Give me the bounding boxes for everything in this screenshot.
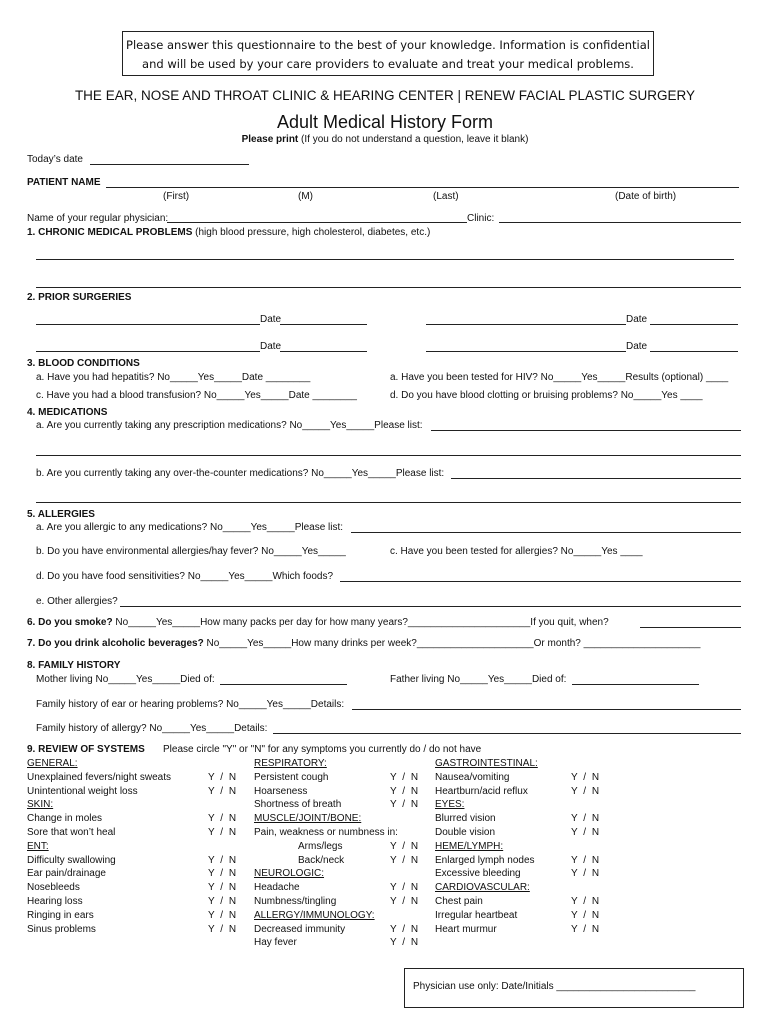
notice-line-2: and will be used by your care providers to evaluate and treat your medical problems.: [142, 57, 634, 71]
yes-no-choice[interactable]: Y / N: [208, 909, 237, 921]
otc-list-line-2[interactable]: [36, 502, 741, 503]
food-sensitivity-question: d. Do you have food sensitivities? No_____Yes_____Which foods?: [36, 571, 334, 582]
surgery-1-date-label: Date: [260, 314, 282, 325]
food-sensitivity-field[interactable]: [340, 581, 741, 582]
ros-symptom: Sore that won’t heal: [27, 827, 116, 838]
surgery-1-field[interactable]: [36, 324, 260, 325]
smoke-label: 6. Do you smoke?: [27, 617, 113, 628]
environmental-allergy-question[interactable]: b. Do you have environmental allergies/hay fever? No_____Yes_____: [36, 546, 346, 557]
ros-symptom: Chest pain: [435, 896, 483, 907]
father-died-of-field[interactable]: [572, 684, 699, 685]
ros-category: SKIN:: [27, 799, 54, 811]
yes-no-choice[interactable]: Y / N: [208, 785, 237, 797]
yes-no-choice[interactable]: Y / N: [390, 799, 419, 811]
ros-symptom: Ringing in ears: [27, 909, 94, 921]
medication-allergy-field[interactable]: [351, 532, 741, 533]
yes-no-choice[interactable]: Y / N: [571, 854, 600, 866]
ros-symptom: Numbness/tingling: [254, 896, 337, 907]
yes-no-choice[interactable]: Y / N: [571, 868, 600, 880]
yes-no-choice[interactable]: Y / N: [390, 785, 419, 797]
yes-no-choice[interactable]: Y / N: [571, 827, 600, 838]
yes-no-choice[interactable]: Y / N: [571, 813, 600, 825]
ros-symptom: Blurred vision: [435, 813, 496, 825]
other-allergies-field[interactable]: [120, 606, 741, 607]
prescription-list-field[interactable]: [431, 430, 741, 431]
yes-no-choice[interactable]: Y / N: [208, 771, 237, 783]
patient-name-label: PATIENT NAME: [27, 177, 101, 188]
ros-category: RESPIRATORY:: [254, 758, 327, 769]
yes-no-choice[interactable]: Y / N: [208, 882, 237, 894]
yes-no-choice[interactable]: Y / N: [571, 909, 600, 921]
ros-symptom: Heart murmur: [435, 923, 497, 935]
review-instruction: Please circle "Y" or "N" for any symptoms you currently do / do not have: [163, 744, 482, 755]
ros-symptom: Excessive bleeding: [435, 868, 521, 880]
yes-no-choice[interactable]: Y / N: [208, 813, 237, 825]
todays-date-label: Today’s date: [27, 154, 83, 165]
surgery-4-field[interactable]: [426, 351, 626, 352]
smoke-question[interactable]: [27, 617, 609, 628]
family-ear-details-field[interactable]: [352, 709, 741, 710]
family-allergy-question: Family history of allergy? No_____Yes_____Details:: [36, 723, 268, 734]
ros-symptom: Shortness of breath: [254, 799, 342, 811]
prescription-list-line-2[interactable]: [36, 455, 741, 456]
surgery-3-date-field[interactable]: [280, 351, 367, 352]
yes-no-choice[interactable]: Y / N: [390, 923, 419, 935]
yes-no-choice[interactable]: Y / N: [208, 868, 237, 880]
surgery-2-date-label: Date: [626, 314, 648, 325]
section-1-heading: [27, 227, 430, 238]
surgery-2-field[interactable]: [426, 324, 626, 325]
hiv-question[interactable]: a. Have you been tested for HIV? No_____Yes_____Results (optional) ____: [390, 372, 729, 383]
family-ear-question: Family history of ear or hearing problems? No_____Yes_____Details:: [36, 699, 345, 710]
otc-question: b. Are you currently taking any over-the-counter medications? No_____Yes_____Please list:: [36, 468, 445, 479]
regular-physician-field[interactable]: [167, 222, 467, 223]
ros-symptom: Hay fever: [254, 937, 297, 949]
yes-no-choice[interactable]: Y / N: [390, 937, 419, 949]
chronic-problems-heading: 1. CHRONIC MEDICAL PROBLEMS: [27, 227, 193, 238]
surgery-4-date-label: Date: [626, 341, 648, 352]
ros-category: HEME/LYMPH:: [435, 840, 504, 852]
ros-symptom: Unexplained fevers/night sweats: [27, 771, 171, 783]
ros-symptom: Hoarseness: [254, 785, 308, 797]
yes-no-choice[interactable]: Y / N: [390, 882, 419, 894]
name-first: (First): [163, 191, 190, 202]
form-title: Adult Medical History Form: [276, 112, 494, 132]
ros-category: NEUROLOGIC:: [254, 868, 325, 880]
ros-category: GENERAL:: [27, 758, 78, 769]
ros-symptom: Change in moles: [27, 813, 103, 825]
name-middle: (M): [298, 191, 313, 202]
yes-no-choice[interactable]: Y / N: [208, 854, 237, 866]
yes-no-choice[interactable]: Y / N: [390, 840, 419, 852]
name-dob: (Date of birth): [615, 191, 677, 202]
patient-name-field[interactable]: [106, 187, 739, 188]
ros-symptom: Double vision: [435, 827, 496, 838]
clotting-question[interactable]: d. Do you have blood clotting or bruising problems? No_____Yes ____: [390, 390, 703, 401]
mother-living-question: Mother living No_____Yes_____Died of:: [36, 674, 215, 685]
surgery-3-date-label: Date: [260, 341, 282, 352]
confidentiality-notice: [122, 31, 654, 76]
surgery-2-date-field[interactable]: [650, 324, 738, 325]
subtitle-note: (If you do not understand a question, leave it blank): [298, 134, 529, 145]
yes-no-choice[interactable]: Y / N: [390, 854, 419, 866]
please-print: Please print: [241, 134, 299, 145]
family-allergy-details-field[interactable]: [273, 733, 741, 734]
medication-allergy-question: a. Are you allergic to any medications? No_____Yes_____Please list:: [36, 522, 344, 533]
yes-no-choice[interactable]: Y / N: [571, 771, 600, 783]
clinic-name: THE EAR, NOSE AND THROAT CLINIC & HEARING CENTER | RENEW FACIAL PLASTIC SURGERY: [74, 88, 696, 103]
chronic-problems-line-2[interactable]: [36, 287, 741, 288]
yes-no-choice[interactable]: Y / N: [390, 896, 419, 907]
otc-list-field[interactable]: [451, 478, 741, 479]
prior-surgeries-heading: 2. PRIOR SURGERIES: [27, 292, 132, 303]
ros-symptom: Decreased immunity: [254, 923, 346, 935]
ros-symptom: Heartburn/acid reflux: [435, 785, 528, 797]
ros-symptom: Arms/legs: [298, 840, 343, 852]
ros-symptom: Back/neck: [298, 854, 345, 866]
ros-category: ENT:: [27, 840, 49, 852]
ros-symptom: Hearing loss: [27, 896, 83, 907]
chronic-problems-line-1[interactable]: [36, 259, 734, 260]
smoke-details: No_____Yes_____How many packs per day for how many years?______________________If you quit, when?: [112, 617, 609, 628]
allergies-heading: 5. ALLERGIES: [27, 509, 95, 520]
ros-category: ALLERGY/IMMUNOLOGY:: [254, 909, 375, 921]
notice-line-1: Please answer this questionnaire to the best of your knowledge. Information is confidential: [126, 38, 650, 52]
alcohol-question[interactable]: [27, 638, 700, 649]
medications-heading: 4. MEDICATIONS: [27, 407, 108, 418]
ros-category: MUSCLE/JOINT/BONE:: [254, 813, 362, 825]
transfusion-question[interactable]: c. Have you had a blood transfusion? No_____Yes_____Date ________: [36, 390, 357, 401]
yes-no-choice[interactable]: Y / N: [208, 827, 237, 838]
ros-symptom: Enlarged lymph nodes: [435, 854, 535, 866]
yes-no-choice[interactable]: Y / N: [208, 923, 237, 935]
ros-symptom: Sinus problems: [27, 923, 96, 935]
physician-use-box: [404, 968, 744, 1008]
clinic-label: Clinic:: [467, 213, 495, 224]
ros-symptom: Nosebleeds: [27, 882, 80, 894]
ros-symptom: Pain, weakness or numbness in:: [254, 827, 398, 838]
alcohol-label: 7. Do you drink alcoholic beverages?: [27, 638, 204, 649]
form-subtitle: [0, 134, 770, 145]
yes-no-choice[interactable]: Y / N: [571, 923, 600, 935]
ros-symptom: Ear pain/drainage: [27, 868, 106, 880]
ros-symptom: Nausea/vomiting: [435, 771, 510, 783]
allergy-tested-question[interactable]: c. Have you been tested for allergies? No_____Yes ____: [390, 546, 643, 557]
blood-conditions-heading: 3. BLOOD CONDITIONS: [27, 358, 140, 369]
yes-no-choice[interactable]: Y / N: [390, 771, 419, 783]
surgery-3-field[interactable]: [36, 351, 260, 352]
regular-physician-label: Name of your regular physician:: [27, 213, 169, 224]
physician-use-label: Physician use only: Date/Initials _________________________: [413, 981, 696, 992]
ros-symptom: Persistent cough: [254, 771, 329, 783]
name-last: (Last): [433, 191, 459, 202]
ros-category: EYES:: [435, 799, 465, 811]
ros-symptom: Unintentional weight loss: [27, 785, 138, 797]
hepatitis-question[interactable]: a. Have you had hepatitis? No_____Yes_____Date ________: [36, 372, 311, 383]
alcohol-details: No_____Yes_____How many drinks per week?_____________________Or month? _____________________: [203, 638, 701, 649]
ros-symptom: Headache: [254, 882, 300, 894]
chronic-problems-note: (high blood pressure, high cholesterol, diabetes, etc.): [192, 227, 431, 238]
clinic-field[interactable]: [499, 222, 741, 223]
ros-category: CARDIOVASCULAR:: [435, 882, 530, 894]
family-history-heading: 8. FAMILY HISTORY: [27, 660, 121, 671]
surgery-4-date-field[interactable]: [650, 351, 738, 352]
quit-when-field[interactable]: [640, 627, 741, 628]
mother-died-of-field[interactable]: [220, 684, 347, 685]
prescription-question: a. Are you currently taking any prescription medications? No_____Yes_____Please list:: [36, 420, 423, 431]
other-allergies-label: e. Other allergies?: [36, 596, 118, 607]
surgery-1-date-field[interactable]: [280, 324, 367, 325]
yes-no-choice[interactable]: Y / N: [571, 785, 600, 797]
yes-no-choice[interactable]: Y / N: [571, 896, 600, 907]
father-living-question: Father living No_____Yes_____Died of:: [390, 674, 567, 685]
ros-symptom: Irregular heartbeat: [435, 909, 518, 921]
review-of-systems-heading: 9. REVIEW OF SYSTEMS: [27, 744, 145, 755]
ros-category: GASTROINTESTINAL:: [435, 758, 538, 769]
todays-date-field[interactable]: [90, 164, 249, 165]
yes-no-choice[interactable]: Y / N: [208, 896, 237, 907]
ros-symptom: Difficulty swallowing: [27, 854, 116, 866]
